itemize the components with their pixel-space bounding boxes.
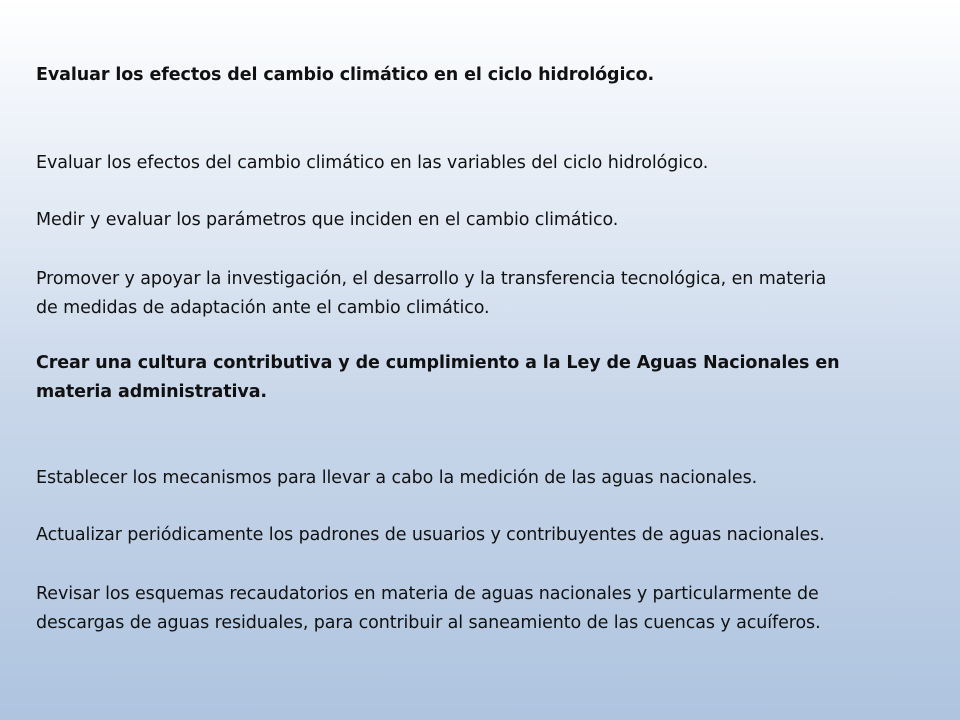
heading-contributive-line-2: materia administrativa.	[36, 382, 267, 402]
objective-revenue-line-2: descargas de aguas residuales, para contribuir al saneamiento de las cuencas y acuíferos.	[36, 613, 821, 633]
heading-contributive-line-1: Crear una cultura contributiva y de cumplimiento a la Ley de Aguas Nacionales en	[36, 353, 840, 373]
heading-climate-effects: Evaluar los efectos del cambio climático en el ciclo hidrológico.	[36, 65, 655, 85]
objective-update-registries: Actualizar periódicamente los padrones de usuarios y contribuyentes de aguas nacionales.	[36, 525, 825, 545]
objective-hydrologic-variables: Evaluar los efectos del cambio climático en las variables del ciclo hidrológico.	[36, 153, 709, 173]
objective-measure-parameters: Medir y evaluar los parámetros que inciden en el cambio climático.	[36, 210, 619, 230]
objective-research-line-2: de medidas de adaptación ante el cambio climático.	[36, 298, 490, 318]
objective-measurement-mechanisms: Establecer los mecanismos para llevar a cabo la medición de las aguas nacionales.	[36, 468, 758, 488]
objective-revenue-line-1: Revisar los esquemas recaudatorios en materia de aguas nacionales y particularmente de	[36, 584, 819, 604]
objective-research-line-1: Promover y apoyar la investigación, el desarrollo y la transferencia tecnológica, en materia	[36, 269, 827, 289]
heading-contributive-culture	[36, 349, 936, 407]
objective-revenue-schemes	[36, 580, 936, 638]
objective-research-promotion	[36, 265, 936, 323]
